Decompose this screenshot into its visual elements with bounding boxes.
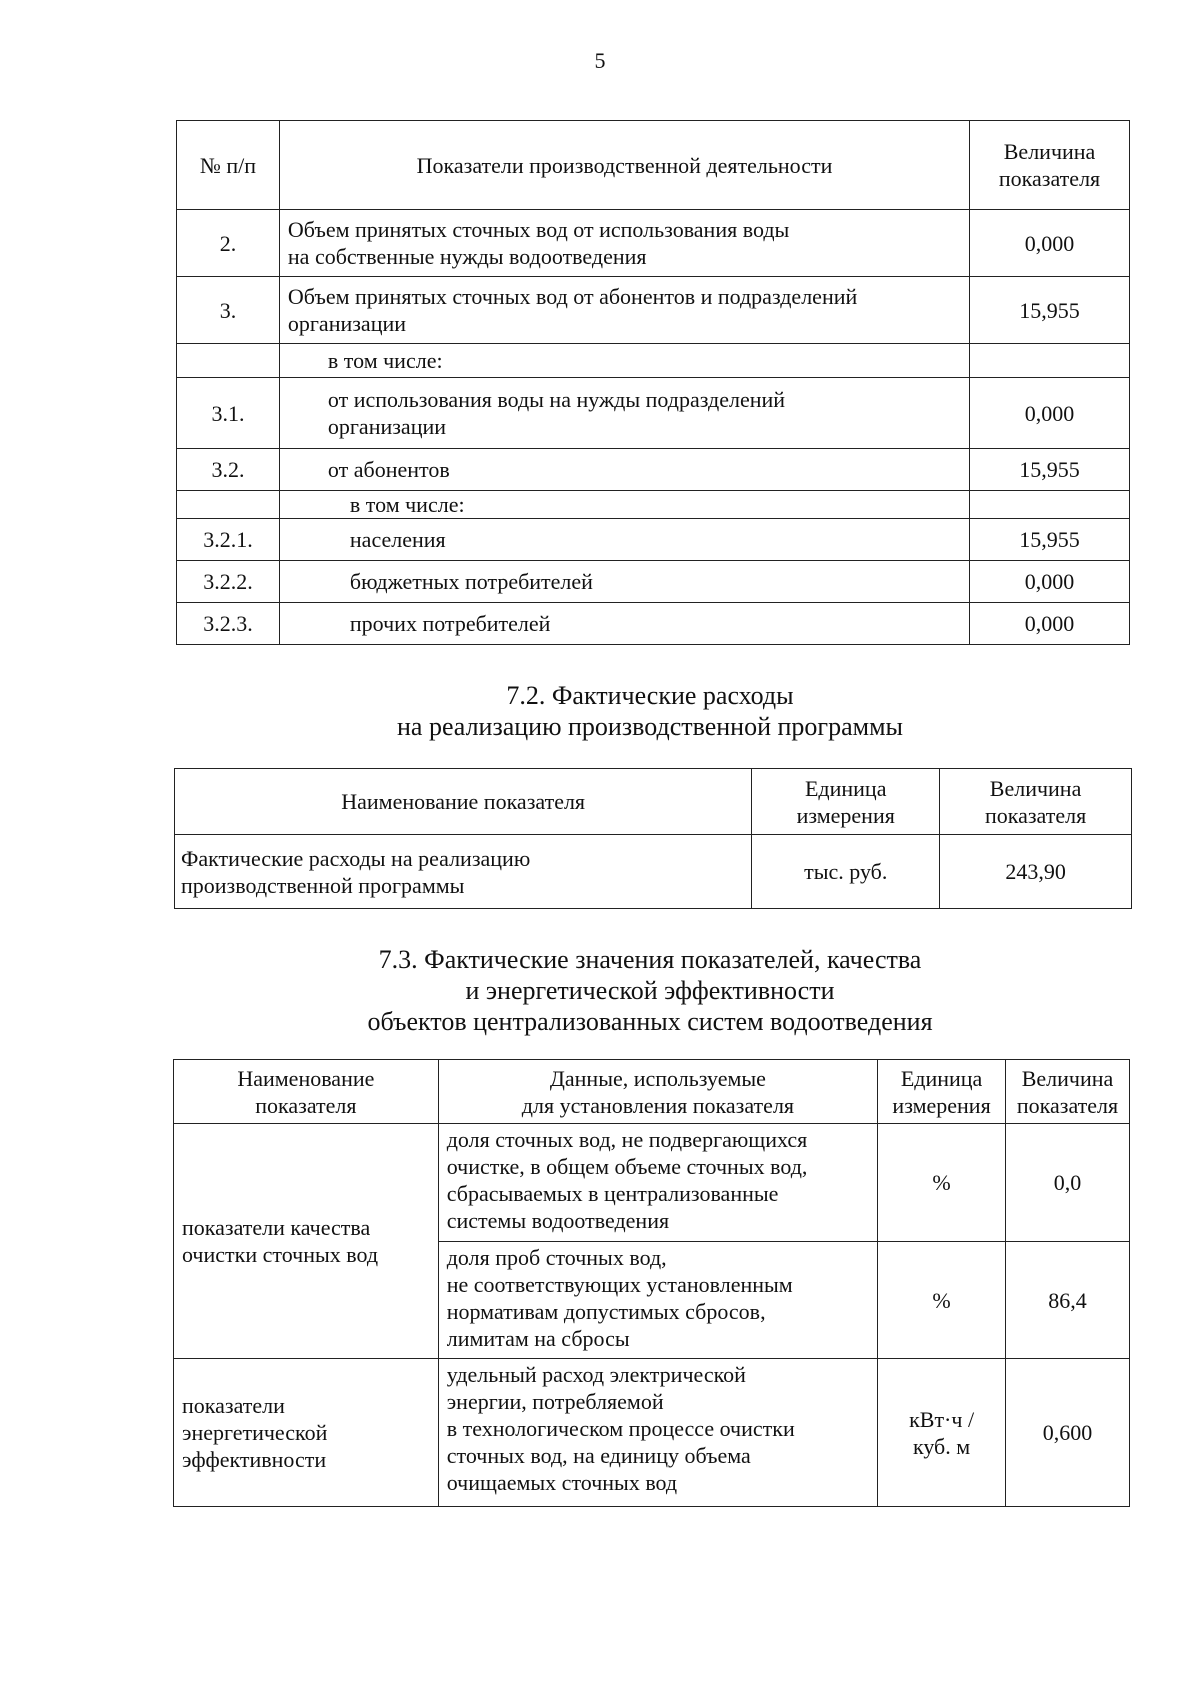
row-data: доля проб сточных вод, не соответствующих установленным нормативам допустимых сбросов, лимитам на сбросы [438, 1242, 877, 1359]
row-num: 3.2. [177, 449, 280, 491]
expenses-table [174, 768, 1132, 909]
row-name: Объем принятых сточных вод от абонентов и подразделений организации [279, 277, 969, 344]
table-row [174, 1124, 1130, 1242]
table-row [177, 449, 1130, 491]
header-name: Наименование показателя [174, 1060, 439, 1124]
table-row [177, 491, 1130, 519]
page-number: 5 [594, 48, 606, 73]
row-value [970, 491, 1130, 519]
row-value: 243,90 [940, 835, 1132, 909]
row-name: бюджетных потребителей [279, 561, 969, 603]
group-quality-name: показатели качества очистки сточных вод [174, 1124, 439, 1359]
row-value: 0,000 [970, 210, 1130, 277]
header-data: Данные, используемые для установления показателя [438, 1060, 877, 1124]
row-value: 0,0 [1006, 1124, 1130, 1242]
row-name: в том числе: [279, 344, 969, 378]
row-value: 0,000 [970, 603, 1130, 645]
table-header-row [174, 1060, 1130, 1124]
production-indicators-table [176, 120, 1130, 645]
table-row [177, 603, 1130, 645]
row-num [177, 344, 280, 378]
row-unit: % [878, 1124, 1006, 1242]
header-value: Величина показателя [1006, 1060, 1130, 1124]
row-value: 0,000 [970, 378, 1130, 449]
header-unit: Единица измерения [878, 1060, 1006, 1124]
row-unit: тыс. руб. [752, 835, 940, 909]
row-num: 3.2.2. [177, 561, 280, 603]
row-value: 0,000 [970, 561, 1130, 603]
row-num: 3.2.3. [177, 603, 280, 645]
section-7-3-title: 7.3. Фактические значения показателей, качества и энергетической эффективности объектов централизованных систем водоотведения [367, 945, 933, 1036]
table-header-row [177, 121, 1130, 210]
table-row [177, 210, 1130, 277]
table-row [177, 344, 1130, 378]
row-name: от абонентов [279, 449, 969, 491]
table-row [177, 277, 1130, 344]
header-num: № п/п [177, 121, 280, 210]
row-data: удельный расход электрической энергии, потребляемой в технологическом процессе очистки сточных вод, на единицу объема очищаемых сточных вод [438, 1359, 877, 1507]
row-num [177, 491, 280, 519]
header-name: Наименование показателя [175, 769, 752, 835]
quality-efficiency-table [173, 1059, 1130, 1507]
row-value [970, 344, 1130, 378]
section-7-2-title: 7.2. Фактические расходы на реализацию производственной программы [396, 681, 903, 741]
row-name: прочих потребителей [279, 603, 969, 645]
row-value: 15,955 [970, 519, 1130, 561]
row-value: 15,955 [970, 277, 1130, 344]
row-num: 3.2.1. [177, 519, 280, 561]
table-row [174, 1359, 1130, 1507]
table-row [177, 561, 1130, 603]
row-value: 0,600 [1006, 1359, 1130, 1507]
table-header-row [175, 769, 1132, 835]
row-num: 3.1. [177, 378, 280, 449]
row-value: 86,4 [1006, 1242, 1130, 1359]
row-unit: кВт·ч / куб. м [878, 1359, 1006, 1507]
row-data: доля сточных вод, не подвергающихся очистке, в общем объеме сточных вод, сбрасываемых в централизованные системы водоотведения [438, 1124, 877, 1242]
header-indicator: Показатели производственной деятельности [279, 121, 969, 210]
row-unit: % [878, 1242, 1006, 1359]
header-unit: Единица измерения [752, 769, 940, 835]
row-name: Объем принятых сточных вод от использования воды на собственные нужды водоотведения [279, 210, 969, 277]
table-row [175, 835, 1132, 909]
row-name: в том числе: [279, 491, 969, 519]
group-efficiency-name: показатели энергетической эффективности [174, 1359, 439, 1507]
row-value: 15,955 [970, 449, 1130, 491]
row-name: Фактические расходы на реализацию производственной программы [175, 835, 752, 909]
header-value: Величина показателя [970, 121, 1130, 210]
table-row [177, 519, 1130, 561]
header-value: Величина показателя [940, 769, 1132, 835]
row-num: 3. [177, 277, 280, 344]
row-name: населения [279, 519, 969, 561]
table-row [177, 378, 1130, 449]
row-name: от использования воды на нужды подразделений организации [279, 378, 969, 449]
row-num: 2. [177, 210, 280, 277]
